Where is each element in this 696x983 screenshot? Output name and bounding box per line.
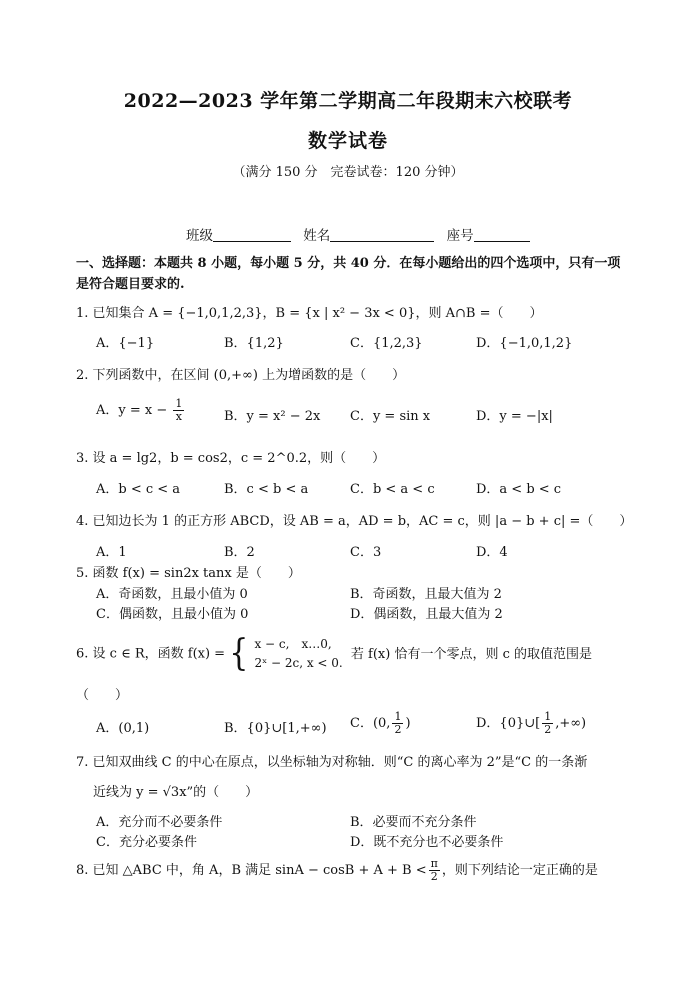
q2-a-numerator: 1 [175, 397, 183, 410]
q3-option-a: A．b < c < a [96, 482, 181, 497]
q1-option-d: D．{−1,0,1,2} [476, 336, 573, 351]
q5-option-b: B．奇函数，且最大值为 2 [350, 587, 502, 602]
question-4-stem: 4. 已知边长为 1 的正方形 ABCD，设 AB = a，AD = b，AC = c，则 |a − b + c| =（ ） [76, 514, 633, 529]
question-7-stem-line2: 近线为 y = √3x”的（ ） [93, 785, 259, 800]
q6-d-post: ,+∞) [555, 716, 587, 731]
q7-option-b: B．必要而不充分条件 [350, 815, 477, 830]
name-label: 姓名 [303, 228, 331, 244]
question-8-stem [76, 858, 598, 883]
q2-a-denominator: x [175, 410, 182, 423]
q2-option-d: D．y = −|x| [476, 409, 553, 424]
q6-option-b: B．{0}∪[1,+∞) [224, 721, 327, 736]
question-1-stem: 1. 已知集合 A = {−1,0,1,2,3}，B = {x | x² − 3x < 0}，则 A∩B =（ ） [76, 306, 543, 321]
q4-option-a: A．1 [96, 545, 127, 560]
q5-option-d: D．偶函数，且最大值为 2 [350, 607, 503, 622]
q2-option-a [96, 398, 186, 423]
q6-option-c [350, 711, 411, 736]
q6-case-2: 2ˣ − 2c, x < 0. [254, 656, 343, 670]
q8-denominator: 2 [430, 870, 438, 883]
q7-option-c: C．充分必要条件 [96, 835, 197, 850]
question-6-stem [76, 632, 592, 675]
q6-stem-post: 若 f(x) 恰有一个零点，则 c 的取值范围是 [350, 646, 592, 662]
q2-option-b: B．y = x² − 2x [224, 409, 321, 424]
q6-d-numerator: 1 [544, 710, 552, 723]
q7-option-d: D．既不充分也不必要条件 [350, 835, 504, 850]
q4-option-d: D．4 [476, 545, 508, 560]
q6-d-fraction [542, 711, 553, 736]
q5-option-c: C．偶函数，且最小值为 0 [96, 607, 249, 622]
q6-case-1: x − c, x…0, [254, 637, 332, 651]
exam-subject: 数学试卷 [307, 130, 388, 152]
q2-option-c: C．y = sin x [350, 409, 431, 424]
question-3-stem: 3. 设 a = lg2，b = cos2，c = 2^0.2，则（ ） [76, 451, 386, 466]
q2-option-a-fraction [173, 398, 184, 423]
q1-option-c: C．{1,2,3} [350, 336, 423, 351]
q3-option-c: C．b < a < c [350, 482, 435, 497]
section-heading: 一、选择题：本题共 8 小题，每小题 5 分，共 40 分．在每小题给出的四个选项中，只有一项是符合题目要求的. [76, 256, 621, 292]
q1-option-b: B．{1,2} [224, 336, 284, 351]
seat-blank [474, 229, 530, 242]
question-2-stem: 2. 下列函数中，在区间 (0,+∞) 上为增函数的是（ ） [76, 368, 406, 383]
q8-stem-pre: 8. 已知 △ABC 中，角 A，B 满足 sinA − cosB + A + B < [76, 863, 427, 878]
q8-fraction [429, 858, 440, 883]
seat-label: 座号 [446, 228, 474, 244]
q3-option-d: D．a < b < c [476, 482, 562, 497]
q1-option-a: A．{−1} [96, 336, 155, 351]
exam-meta: （满分 150 分 完卷试卷：120 分钟） [232, 165, 464, 180]
q6-answer-paren: （ ） [76, 688, 129, 703]
q2-option-a-text: A．y = x − [96, 403, 168, 418]
student-info-row [186, 224, 530, 244]
q7-option-a: A．充分而不必要条件 [96, 815, 223, 830]
q6-option-a: A．(0,1) [96, 721, 150, 736]
name-blank [330, 229, 434, 242]
q6-c-post: ) [405, 716, 411, 731]
q6-d-denominator: 2 [544, 723, 552, 736]
q6-c-denominator: 2 [394, 723, 402, 736]
question-7-stem-line1: 7. 已知双曲线 C 的中心在原点，以坐标轴为对称轴．则“C 的离心率为 2”是“C 的一条渐 [76, 755, 588, 770]
q6-c-fraction [392, 711, 403, 736]
q8-numerator: π [430, 857, 438, 870]
q6-d-pre: D．{0}∪[ [476, 716, 541, 731]
q4-option-b: B．2 [224, 545, 255, 560]
q5-option-a: A．奇函数，且最小值为 0 [96, 587, 248, 602]
q6-c-pre: C．(0, [350, 716, 391, 731]
q6-piecewise [254, 635, 342, 673]
class-blank [213, 229, 291, 242]
class-label: 班级 [186, 228, 213, 244]
exam-title: 2022—2023 学年第二学期高二年段期末六校联考 [123, 90, 573, 112]
q6-stem-pre: 6. 设 c ∈ R，函数 f(x) = [76, 646, 226, 662]
q6-brace: { [229, 632, 249, 675]
q4-option-c: C．3 [350, 545, 382, 560]
q6-c-numerator: 1 [394, 710, 402, 723]
q8-stem-post: ，则下列结论一定正确的是 [441, 863, 598, 878]
question-5-stem: 5. 函数 f(x) = sin2x tanx 是（ ） [76, 566, 301, 581]
q3-option-b: B．c < b < a [224, 482, 309, 497]
q6-option-d [476, 711, 586, 736]
